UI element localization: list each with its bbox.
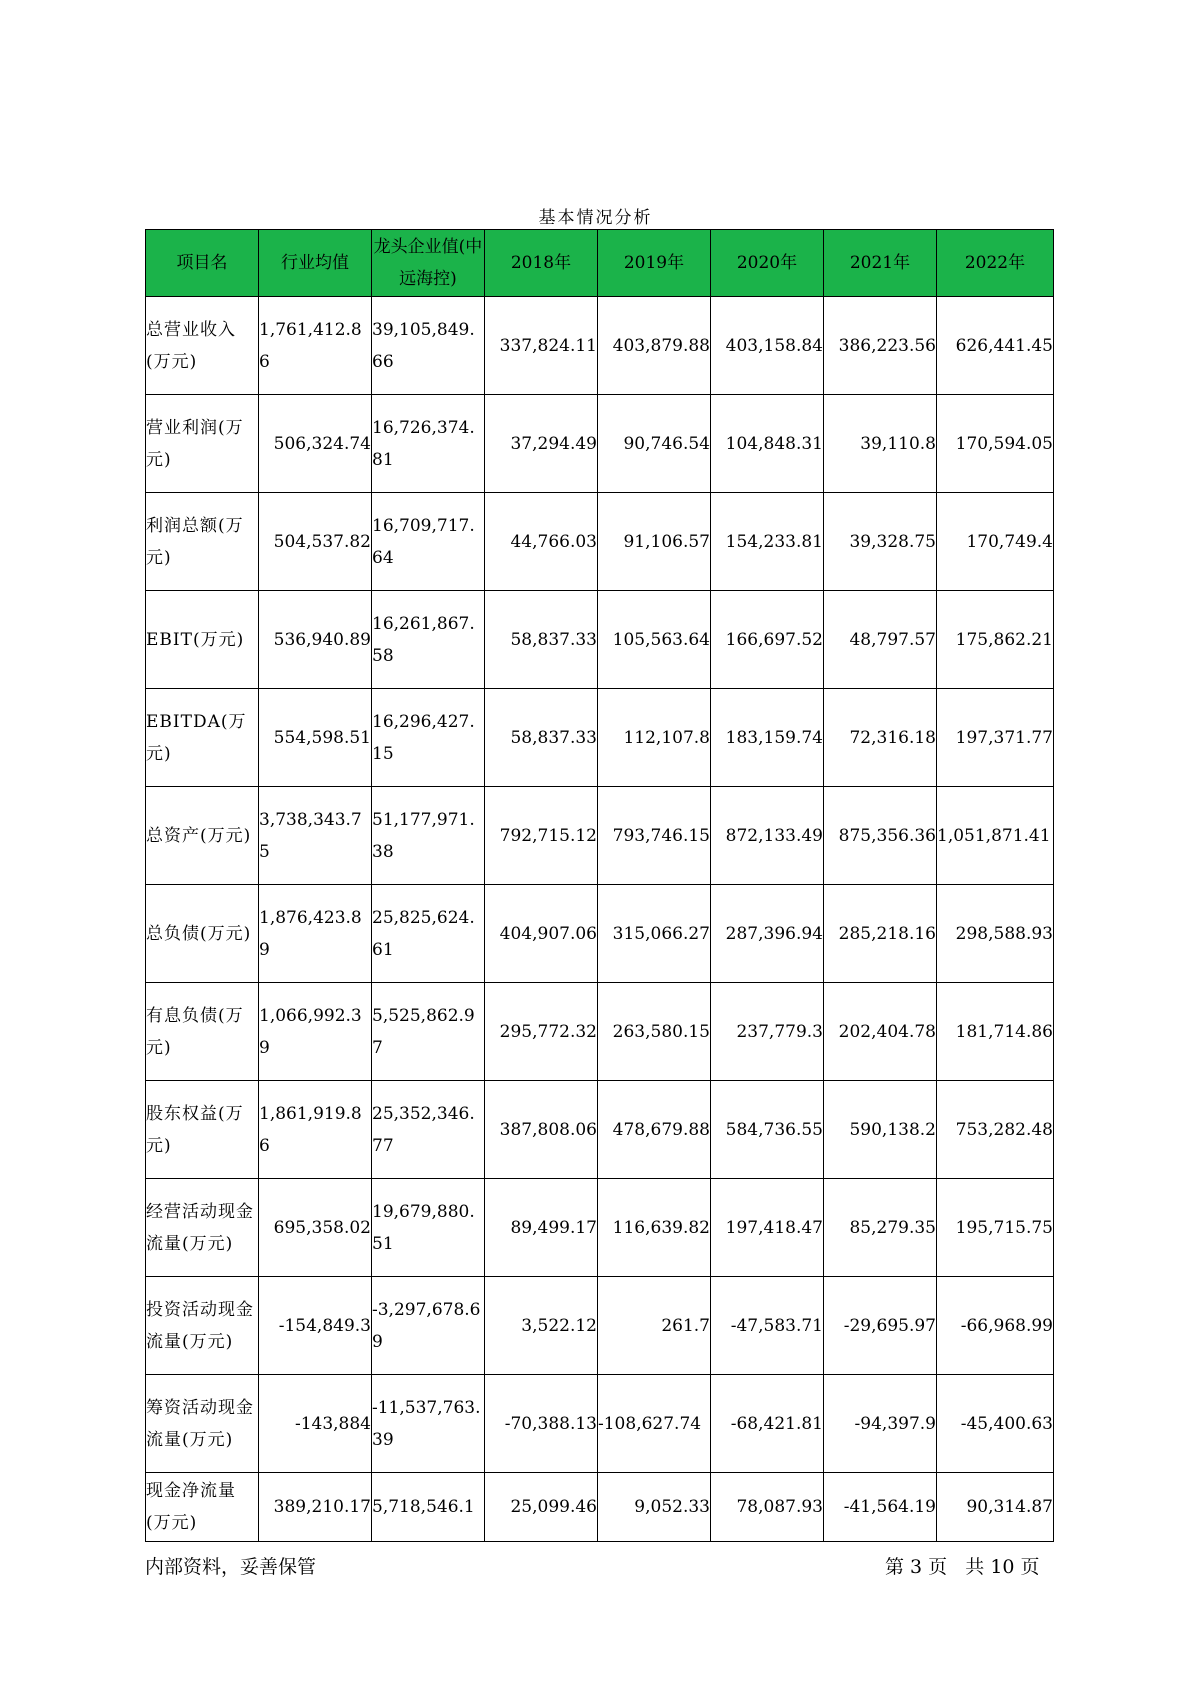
- row-label: 股东权益(万元): [146, 1081, 259, 1179]
- header-cell: 2020年: [711, 230, 824, 297]
- value-cell: 5,525,862.97: [372, 983, 485, 1081]
- header-cell: 2018年: [485, 230, 598, 297]
- value-cell: 78,087.93: [711, 1473, 824, 1542]
- header-cell: 2022年: [937, 230, 1054, 297]
- value-cell: 315,066.27: [598, 885, 711, 983]
- table-row: [146, 395, 1054, 493]
- value-cell: 536,940.89: [259, 591, 372, 689]
- value-cell: 1,861,919.86: [259, 1081, 372, 1179]
- table-row: [146, 689, 1054, 787]
- table-row: [146, 1179, 1054, 1277]
- value-cell: 16,709,717.64: [372, 493, 485, 591]
- value-cell: 90,746.54: [598, 395, 711, 493]
- table-row: [146, 493, 1054, 591]
- value-cell: 1,876,423.89: [259, 885, 372, 983]
- value-cell: 85,279.35: [824, 1179, 937, 1277]
- value-cell: 39,110.8: [824, 395, 937, 493]
- value-cell: -154,849.3: [259, 1277, 372, 1375]
- value-cell: 90,314.87: [937, 1473, 1054, 1542]
- value-cell: 295,772.32: [485, 983, 598, 1081]
- value-cell: 263,580.15: [598, 983, 711, 1081]
- table-row: [146, 983, 1054, 1081]
- value-cell: 116,639.82: [598, 1179, 711, 1277]
- value-cell: 3,522.12: [485, 1277, 598, 1375]
- value-cell: 386,223.56: [824, 297, 937, 395]
- value-cell: 554,598.51: [259, 689, 372, 787]
- value-cell: 793,746.15: [598, 787, 711, 885]
- header-cell: 2021年: [824, 230, 937, 297]
- value-cell: 237,779.3: [711, 983, 824, 1081]
- value-cell: 872,133.49: [711, 787, 824, 885]
- footer-page-number: 第 3 页 共 10 页: [885, 1556, 1040, 1578]
- financial-table: [145, 229, 1054, 1542]
- value-cell: 792,715.12: [485, 787, 598, 885]
- table-row: [146, 1277, 1054, 1375]
- value-cell: 105,563.64: [598, 591, 711, 689]
- value-cell: 72,316.18: [824, 689, 937, 787]
- value-cell: 478,679.88: [598, 1081, 711, 1179]
- value-cell: 1,066,992.39: [259, 983, 372, 1081]
- value-cell: -3,297,678.69: [372, 1277, 485, 1375]
- row-label: EBITDA(万元): [146, 689, 259, 787]
- value-cell: -11,537,763.39: [372, 1375, 485, 1473]
- value-cell: -47,583.71: [711, 1277, 824, 1375]
- value-cell: 181,714.86: [937, 983, 1054, 1081]
- value-cell: 16,296,427.15: [372, 689, 485, 787]
- value-cell: 261.7: [598, 1277, 711, 1375]
- value-cell: -108,627.74: [598, 1375, 711, 1473]
- value-cell: 25,352,346.77: [372, 1081, 485, 1179]
- value-cell: 112,107.8: [598, 689, 711, 787]
- value-cell: 5,718,546.1: [372, 1473, 485, 1542]
- value-cell: 9,052.33: [598, 1473, 711, 1542]
- value-cell: 175,862.21: [937, 591, 1054, 689]
- value-cell: -94,397.9: [824, 1375, 937, 1473]
- value-cell: 39,328.75: [824, 493, 937, 591]
- value-cell: 590,138.2: [824, 1081, 937, 1179]
- header-cell: 2019年: [598, 230, 711, 297]
- value-cell: 403,158.84: [711, 297, 824, 395]
- value-cell: 44,766.03: [485, 493, 598, 591]
- value-cell: 504,537.82: [259, 493, 372, 591]
- row-label: 总营业收入(万元): [146, 297, 259, 395]
- value-cell: 197,371.77: [937, 689, 1054, 787]
- value-cell: 16,261,867.58: [372, 591, 485, 689]
- header-cell: 项目名: [146, 230, 259, 297]
- value-cell: 695,358.02: [259, 1179, 372, 1277]
- value-cell: 337,824.11: [485, 297, 598, 395]
- row-label: 经营活动现金流量(万元): [146, 1179, 259, 1277]
- header-cell: 龙头企业值(中远海控): [372, 230, 485, 297]
- value-cell: 16,726,374.81: [372, 395, 485, 493]
- table-row: [146, 1375, 1054, 1473]
- value-cell: 25,825,624.61: [372, 885, 485, 983]
- value-cell: 48,797.57: [824, 591, 937, 689]
- table-row: [146, 297, 1054, 395]
- value-cell: 183,159.74: [711, 689, 824, 787]
- footer-confidential: 内部资料，妥善保管: [145, 1556, 317, 1578]
- value-cell: 197,418.47: [711, 1179, 824, 1277]
- value-cell: 104,848.31: [711, 395, 824, 493]
- value-cell: 1,051,871.41: [937, 787, 1054, 885]
- value-cell: 404,907.06: [485, 885, 598, 983]
- row-label: 总负债(万元): [146, 885, 259, 983]
- table-row: [146, 591, 1054, 689]
- value-cell: -68,421.81: [711, 1375, 824, 1473]
- table-row: [146, 1081, 1054, 1179]
- value-cell: 25,099.46: [485, 1473, 598, 1542]
- value-cell: 584,736.55: [711, 1081, 824, 1179]
- value-cell: 389,210.17: [259, 1473, 372, 1542]
- value-cell: 1,761,412.86: [259, 297, 372, 395]
- row-label: EBIT(万元): [146, 591, 259, 689]
- row-label: 利润总额(万元): [146, 493, 259, 591]
- value-cell: 3,738,343.75: [259, 787, 372, 885]
- header-row: [146, 230, 1054, 297]
- table-row: [146, 787, 1054, 885]
- value-cell: -41,564.19: [824, 1473, 937, 1542]
- value-cell: 170,749.4: [937, 493, 1054, 591]
- value-cell: 287,396.94: [711, 885, 824, 983]
- value-cell: 506,324.74: [259, 395, 372, 493]
- value-cell: 170,594.05: [937, 395, 1054, 493]
- value-cell: -45,400.63: [937, 1375, 1054, 1473]
- value-cell: 298,588.93: [937, 885, 1054, 983]
- value-cell: -29,695.97: [824, 1277, 937, 1375]
- row-label: 总资产(万元): [146, 787, 259, 885]
- row-label: 筹资活动现金流量(万元): [146, 1375, 259, 1473]
- value-cell: 285,218.16: [824, 885, 937, 983]
- value-cell: 154,233.81: [711, 493, 824, 591]
- value-cell: 19,679,880.51: [372, 1179, 485, 1277]
- row-label: 现金净流量(万元): [146, 1473, 259, 1542]
- value-cell: 91,106.57: [598, 493, 711, 591]
- value-cell: 202,404.78: [824, 983, 937, 1081]
- row-label: 有息负债(万元): [146, 983, 259, 1081]
- table-row: [146, 1473, 1054, 1542]
- value-cell: 387,808.06: [485, 1081, 598, 1179]
- row-label: 投资活动现金流量(万元): [146, 1277, 259, 1375]
- value-cell: 39,105,849.66: [372, 297, 485, 395]
- table-title: 基本情况分析: [538, 208, 653, 228]
- value-cell: 875,356.36: [824, 787, 937, 885]
- value-cell: 51,177,971.38: [372, 787, 485, 885]
- value-cell: -70,388.13: [485, 1375, 598, 1473]
- header-cell: 行业均值: [259, 230, 372, 297]
- value-cell: 626,441.45: [937, 297, 1054, 395]
- table-row: [146, 885, 1054, 983]
- value-cell: 403,879.88: [598, 297, 711, 395]
- row-label: 营业利润(万元): [146, 395, 259, 493]
- value-cell: 89,499.17: [485, 1179, 598, 1277]
- value-cell: 58,837.33: [485, 689, 598, 787]
- value-cell: 195,715.75: [937, 1179, 1054, 1277]
- value-cell: 37,294.49: [485, 395, 598, 493]
- value-cell: 753,282.48: [937, 1081, 1054, 1179]
- value-cell: 58,837.33: [485, 591, 598, 689]
- value-cell: -66,968.99: [937, 1277, 1054, 1375]
- value-cell: -143,884: [259, 1375, 372, 1473]
- value-cell: 166,697.52: [711, 591, 824, 689]
